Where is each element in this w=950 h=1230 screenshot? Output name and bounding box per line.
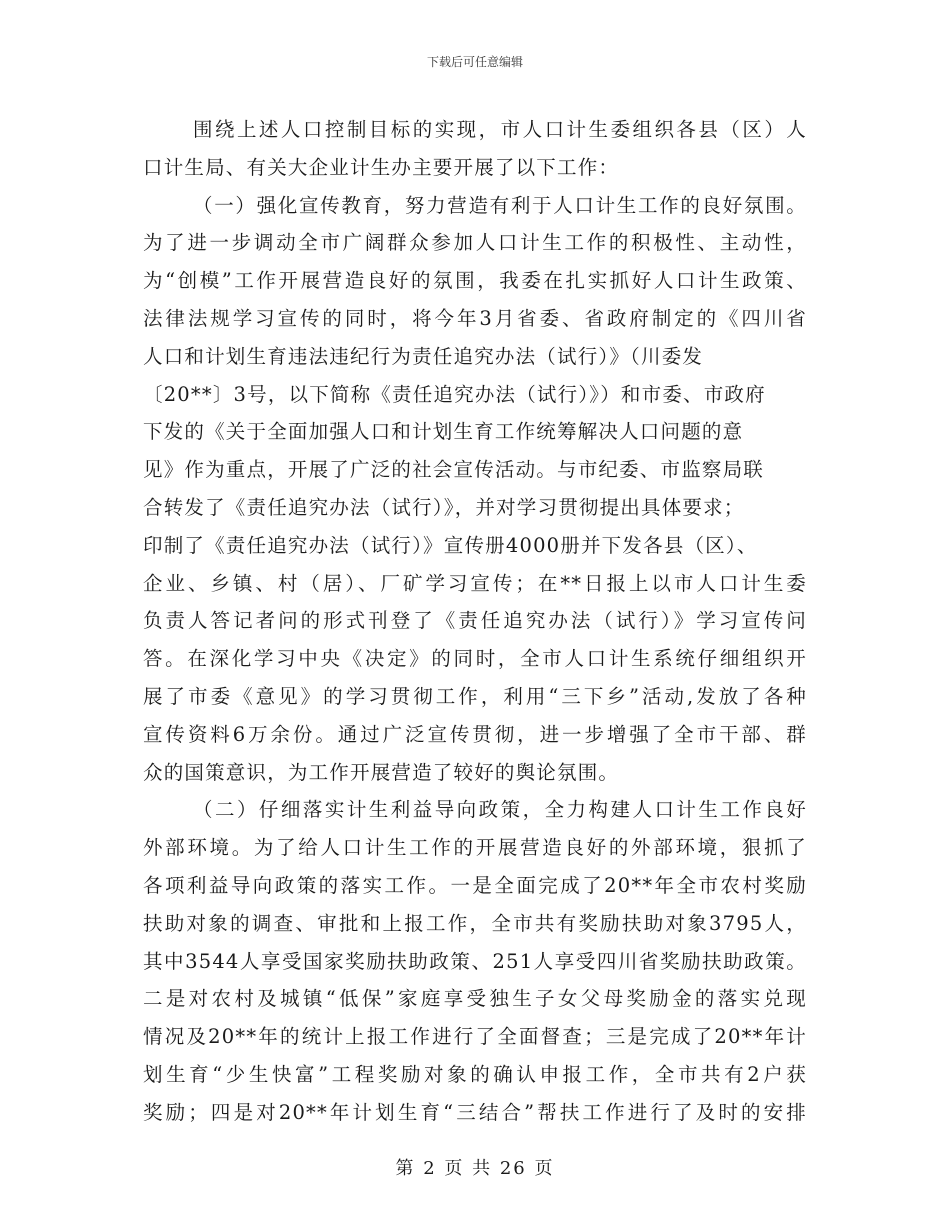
text-line: 合转发了《责任追究办法（试行）》，并对学习贯彻提出具体要求； (143, 495, 745, 519)
text-line: 见》作为重点，开展了广泛的社会宣传活动。与市纪委、市监察局联 (143, 458, 765, 482)
text-line: 下发的《关于全面加强人口和计划生育工作统筹解决人口问题的意 (143, 420, 744, 444)
section-heading-line: （一）强化宣传教育，努力营造有利于人口计生工作的良好氛围。 (193, 193, 807, 217)
text-line: 情况及20**年的统计上报工作进行了全面督查；三是完成了20**年计 (143, 1025, 807, 1049)
text-line: 为了进一步调动全市广阔群众参加人口计生工作的积极性、主动性， (143, 231, 807, 255)
text-line: 其中3544人享受国家奖励扶助政策、251人享受四川省奖励扶助政策。 (143, 949, 807, 973)
text-line: 法律法规学习宣传的同时，将今年3月省委、省政府制定的《四川省 (143, 306, 807, 330)
page-header: 下载后可任意编辑 (426, 55, 523, 69)
text-line: 二是对农村及城镇“低保”家庭享受独生子女父母奖励金的落实兑现 (143, 987, 807, 1011)
document-body (143, 111, 807, 1132)
text-line: 扶助对象的调查、审批和上报工作，全市共有奖励扶助对象3795人， (143, 911, 807, 935)
text-line: 印制了《责任追究办法（试行）》宣传册4000册并下发各县（区）、 (143, 533, 758, 557)
text-line: 奖励；四是对20**年计划生育“三结合”帮扶工作进行了及时的安排 (143, 1100, 807, 1124)
text-line: 企业、乡镇、村（居）、厂矿学习宣传；在**日报上以市人口计生委 (143, 571, 807, 595)
text-line: 划生育“少生快富”工程奖励对象的确认申报工作，全市共有2户获 (143, 1062, 807, 1086)
section-heading-line: （二）仔细落实计生利益导向政策，全力构建人口计生工作良好 (193, 798, 807, 822)
text-line: 为“创模”工作开展营造良好的氛围，我委在扎实抓好人口计生政策、 (143, 269, 807, 293)
text-line: 口计生局、有关大企业计生办主要开展了以下工作： (143, 155, 620, 179)
text-line: 答。在深化学习中央《决定》的同时，全市人口计生系统仔细组织开 (143, 647, 807, 671)
text-line: 外部环境。为了给人口计生工作的开展营造良好的外部环境，狠抓了 (143, 836, 807, 860)
text-line: 负责人答记者问的形式刊登了《责任追究办法（试行）》学习宣传问 (143, 609, 807, 633)
text-line: 众的国策意识，为工作开展营造了较好的舆论氛围。 (143, 760, 620, 784)
text-line: 各项利益导向政策的落实工作。一是全面完成了20**年全市农村奖励 (143, 873, 807, 897)
text-line: 人口和计划生育违法违纪行为责任追究办法（试行）》（川委发 (143, 344, 704, 368)
text-line: 〔20**〕3号，以下简称《责任追究办法（试行）》）和市委、市政府 (143, 382, 766, 406)
text-line: 围绕上述人口控制目标的实现，市人口计生委组织各县（区）人 (193, 118, 807, 141)
page-number-footer: 第 2 页 共 26 页 (395, 1158, 555, 1179)
text-line: 宣传资料6万余份。通过广泛宣传贯彻，进一步增强了全市干部、群 (143, 722, 807, 746)
text-line: 展了市委《意见》的学习贯彻工作，利用“三下乡”活动,发放了各种 (143, 684, 807, 708)
